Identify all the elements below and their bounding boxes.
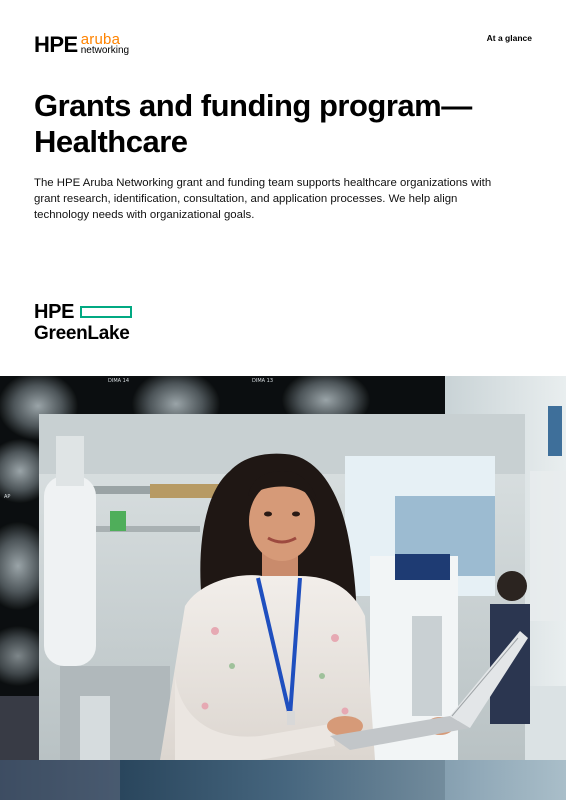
greenlake-hpe-wordmark: HPE xyxy=(34,301,75,323)
aruba-networking-wordmark xyxy=(80,31,130,56)
healthcare-lab-photo xyxy=(0,376,566,800)
hpe-aruba-networking-logo xyxy=(34,31,130,57)
photo-illustration xyxy=(0,376,566,800)
greenlake-wordmark: GreenLake xyxy=(34,323,130,344)
hpe-greenlake-logo xyxy=(34,302,132,345)
scan-label-3: AP xyxy=(4,494,11,500)
intro-paragraph: The HPE Aruba Networking grant and funding team supports healthcare organizations with grant research, identification, consultation, and application processes. We help align technology needs with organizational goals. xyxy=(34,177,492,222)
networking-word: networking xyxy=(80,45,130,56)
page-title: Grants and funding program—Healthcare xyxy=(34,88,472,159)
scan-label-2: DIMA 13 xyxy=(252,378,274,384)
aruba-word: aruba xyxy=(80,31,121,48)
greenlake-element-icon xyxy=(80,306,132,318)
hpe-wordmark: HPE xyxy=(34,32,78,57)
scan-label-1: DIMA 14 xyxy=(108,378,130,384)
document-type-tag: At a glance xyxy=(486,33,532,43)
